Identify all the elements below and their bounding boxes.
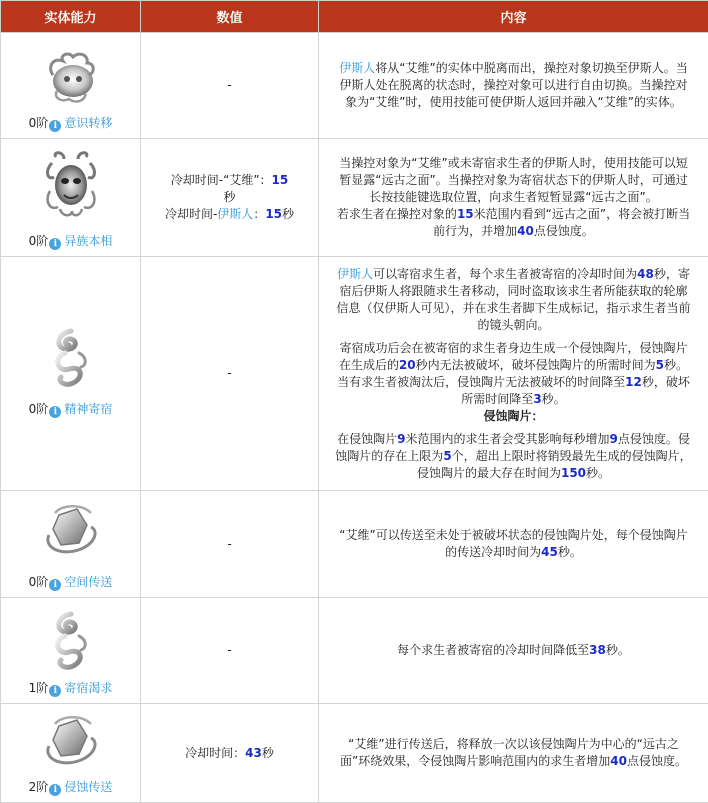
content-text: 在侵蚀陶片9米范围内的求生者会受其影响每秒增加9点侵蚀度。侵蚀陶片的存在上限为5个，超出上限时将销毁最先生成的侵蚀陶片，侵蚀陶片的最大存在时间为150秒。 [335,431,692,482]
value-cell: - [141,33,319,139]
skill-label [1,233,140,250]
table-row [1,491,708,598]
skill-cell [1,139,141,257]
content-text: “艾维”可以传送至未处于被破坏状态的侵蚀陶片处，每个侵蚀陶片的传送冷却时间为45秒。 [335,527,692,561]
skill-name-link[interactable]: 精神寄宿 [64,402,112,416]
content-text: 若求生者在操控对象的15米范围内看到“远古之面”，将会被打断当前行为，并增加40点侵蚀度。 [335,206,692,240]
content-cell [319,598,708,704]
content-cell [319,139,708,257]
ithaqua-link[interactable]: 伊斯人 [337,267,373,281]
value-cell: - [141,598,319,704]
content-cell [319,257,708,491]
skill-level: 0阶 [29,234,49,248]
skill-cell [1,704,141,803]
content-text: 寄宿成功后会在被寄宿的求生者身边生成一个侵蚀陶片，侵蚀陶片在生成后的20秒内无法被破坏，破坏侵蚀陶片的所需时间为5秒。当有求生者被淘汰后，侵蚀陶片无法被破坏的时间降至12秒，破坏所需时间降至3秒。 [335,340,692,408]
value-cell: - [141,491,319,598]
table-header [1,1,708,33]
skill-level: 1阶 [29,681,49,695]
skill-cell [1,257,141,491]
skill-cell [1,491,141,598]
info-icon[interactable]: i [49,579,61,591]
value-cell [141,704,319,803]
header-ability: 实体能力 [1,1,141,33]
content-text: 每个求生者被寄宿的冷却时间降低至38秒。 [335,642,692,659]
content-text: 将从“艾维”的实体中脱离而出，操控对象切换至伊斯人。当伊斯人处在脱离的状态时，操控对象可以进行自由切换。当操控对象为“艾维”时，使用技能可使伊斯人返回并融入“艾维”的实体。 [339,61,687,109]
skill-name-link[interactable]: 侵蚀传送 [64,780,112,794]
cooldown-avy: 冷却时间-“艾维”：15 [141,172,318,189]
skill-level: 0阶 [29,402,49,416]
alien-face-icon [42,151,100,219]
skill-label [1,574,140,591]
cooldown-avy-unit: 秒 [141,189,318,206]
content-text: 当操控对象为“艾维”或未寄宿求生者的伊斯人时，使用技能可以短暂显露“远古之面”。当操控对象为寄宿状态下的伊斯人时，可通过长按技能键选取位置，向求生者短暂显露“远古之面”。 [335,155,692,206]
skill-label [1,401,140,418]
ithaqua-link[interactable]: 伊斯人 [217,207,253,221]
skill-label [1,779,140,796]
skill-cell [1,33,141,139]
erosion-teleport-icon [41,714,101,770]
info-icon[interactable]: i [49,120,61,132]
skill-name-link[interactable]: 异族本相 [64,234,112,248]
skill-name-link[interactable]: 寄宿渴求 [64,681,112,695]
cooldown: 冷却时间：43秒 [141,745,318,762]
skill-level: 0阶 [29,575,49,589]
value-cell [141,139,319,257]
skill-cell [1,598,141,704]
possession-craving-icon [49,610,93,670]
info-icon[interactable]: i [49,238,61,250]
space-teleport-icon [41,503,101,559]
cooldown-ithaqua: 冷却时间-伊斯人：15秒 [141,206,318,223]
spirit-possession-icon [49,327,93,387]
info-icon[interactable]: i [49,685,61,697]
content-text: 伊斯人可以寄宿求生者，每个求生者被寄宿的冷却时间为48秒，寄宿后伊斯人将跟随求生者移动，同时盗取该求生者所能获取的轮廓信息（仅伊斯人可见），并在求生者脚下生成标记，指示求生者当前的镜头朝向。 [335,266,692,334]
content-cell [319,33,708,139]
table-row [1,598,708,704]
table-row [1,704,708,803]
header-value: 数值 [141,1,319,33]
info-icon[interactable]: i [49,406,61,418]
table-row [1,139,708,257]
content-cell [319,704,708,803]
skill-label [1,680,140,697]
header-content: 内容 [319,1,708,33]
consciousness-transfer-icon [43,47,99,107]
value-cell: - [141,257,319,491]
table-row [1,33,708,139]
info-icon[interactable]: i [49,784,61,796]
skill-level: 2阶 [29,780,49,794]
ithaqua-link[interactable]: 伊斯人 [339,61,375,75]
skill-name-link[interactable]: 意识转移 [64,116,112,130]
skill-level: 0阶 [29,116,49,130]
skill-name-link[interactable]: 空间传送 [64,575,112,589]
erosion-shard-title: 侵蚀陶片： [335,408,692,425]
content-text: “艾维”进行传送后，将释放一次以该侵蚀陶片为中心的“远古之面”环绕效果，令侵蚀陶片影响范围内的求生者增加40点侵蚀度。 [335,736,692,770]
table-row [1,257,708,491]
content-cell [319,491,708,598]
skill-label [1,115,140,132]
